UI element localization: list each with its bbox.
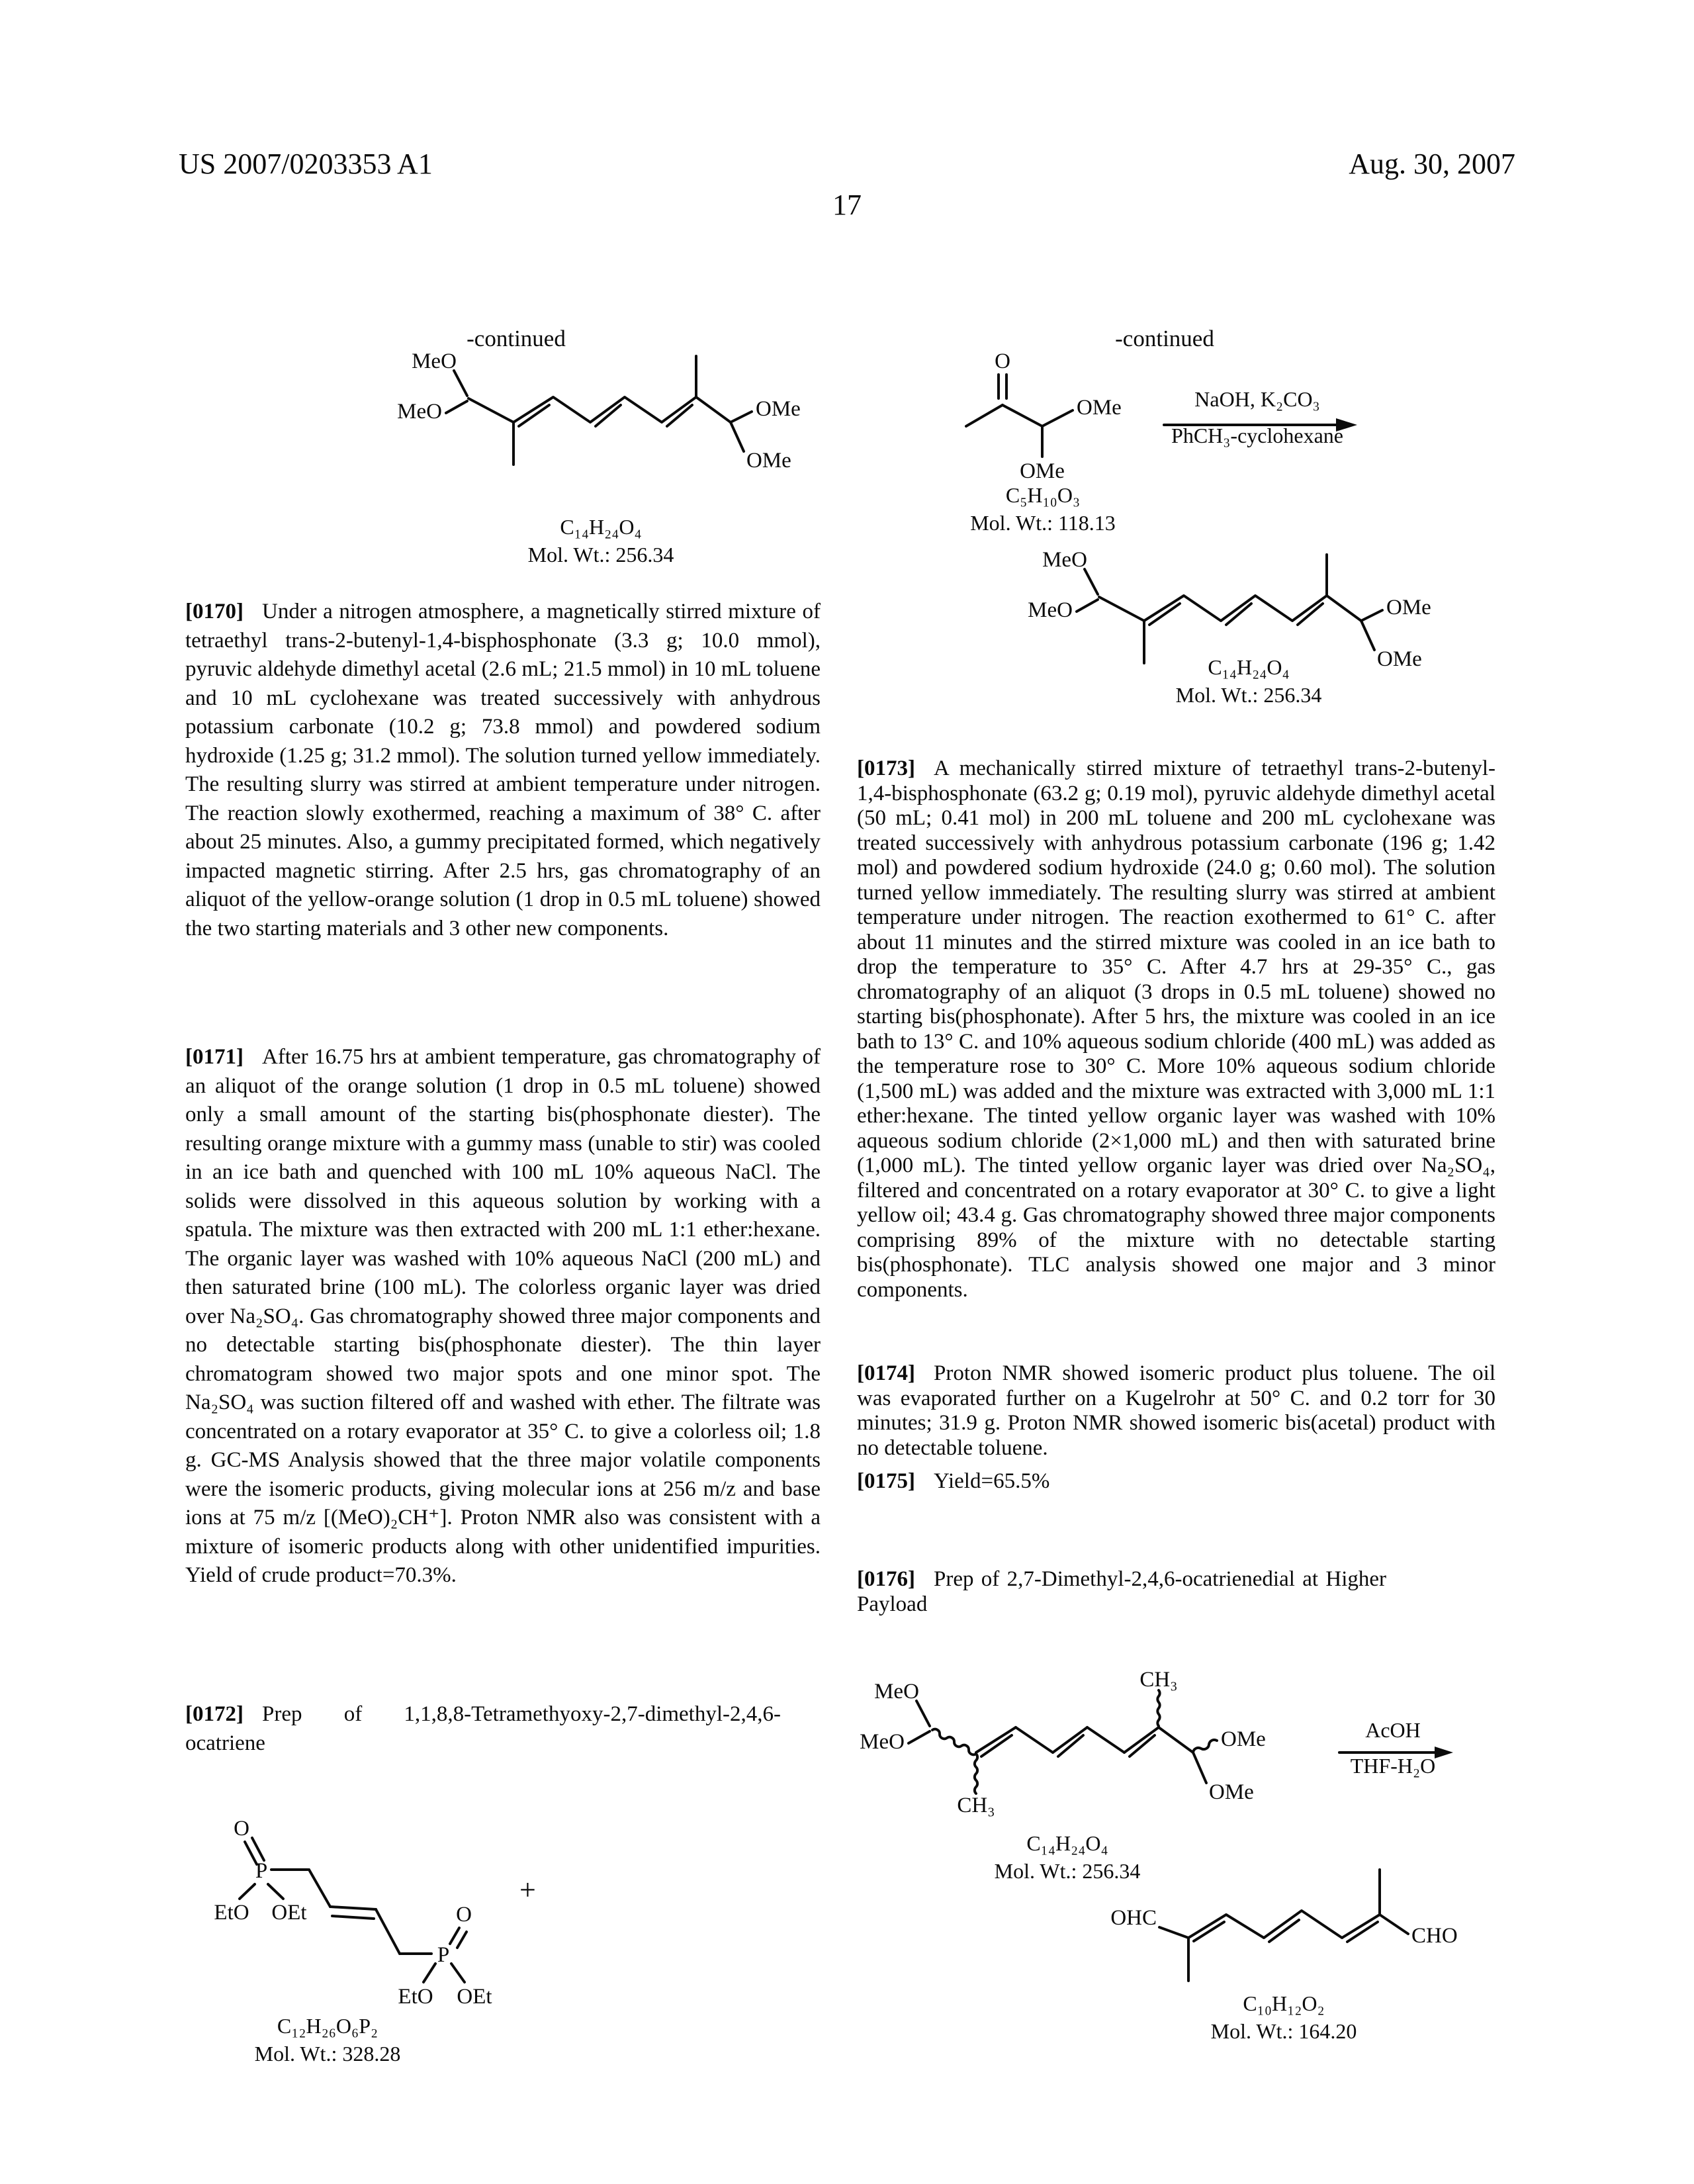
paragraph-text: After 16.75 hrs at ambient temperature, gas chromatography of an aliquot of the orange solution (1 drop in 0.5 mL toluene) showed only a small amount of the starting bis(phosphonate diester). The resulting orange mixture with a gummy mass (unable to stir) was cooled in an ice bath and quenched with 100 mL 10% aqueous NaCl. The solids were dissolved in this aqueous solution by working with a spatula. The mixture was then extracted with 200 mL 1:1 ether:hexane. The organic layer was washed with 10% aqueous NaCl (200 mL) and then saturated brine (100 mL). The colorless organic layer was dried over Na₂SO₄. Gas chromatography showed three major components and no detectable starting bis(phosphonate diester). The thin layer chromatogram showed two major spots and one minor spot. The Na₂SO₄ was suction filtered off and washed with ether. The filtrate was concentrated on a rotary evaporator at 35° C. to give a colorless oil; 1.8 g. GC-MS Analysis showed that the three major volatile components were the isomeric products, giving molecular ions at 256 m/z and base ions at 75 m/z [(MeO)₂CH⁺]. Proton NMR also was consistent with a mixture of isomeric products along with other unidentified impurities. Yield of crude product=70.3%.	[185, 1045, 821, 1587]
structure-bisphosphonate	[199, 1810, 569, 2009]
publication-date: Aug. 30, 2007	[1349, 148, 1515, 180]
paragraph-0171	[185, 1043, 821, 1590]
paragraph-tag: [0170]	[185, 600, 244, 623]
paragraph-text: Prep of 2,7-Dimethyl-2,4,6-ocatrienedial at Higher Payload	[857, 1567, 1386, 1616]
structure-tetramethoxy-octatriene	[397, 349, 807, 482]
atom-label-ome-right: OMe	[1077, 396, 1122, 420]
atom-label-ome-lower: OMe	[1209, 1780, 1254, 1804]
molecular-formula: C₁₄H₂₄O₄	[560, 515, 642, 539]
atom-label-ch3-bottom: CH₃	[957, 1794, 995, 1817]
atom-label-meo-top: MeO	[412, 349, 457, 373]
structure-pyruvaldehyde-dimethyl-acetal	[932, 345, 1137, 484]
paragraph-text: Proton NMR showed isomeric product plus toluene. The oil was evaporated further on a Kugelrohr at 50° C. and 0.2 torr for 30 minutes; 31.9 g. Proton NMR showed isomeric bis(acetal) product with no detectable toluene.	[857, 1361, 1495, 1460]
formula-block	[1085, 1989, 1482, 2045]
formula-block	[1044, 653, 1454, 709]
atom-label-eto1: EtO	[214, 1901, 249, 1925]
molecular-weight: Mol. Wt.: 256.34	[1175, 683, 1322, 707]
paragraph-text: Under a nitrogen atmosphere, a magnetically stirred mixture of tetraethyl trans-2-butenyl-1,4-bisphosphonate (3.3 g; 10.0 mmol), pyruvic aldehyde dimethyl acetal (2.6 mL; 21.5 mmol) in 10 mL toluene and 10 mL cyclohexane was treated successively with anhydrous potassium carbonate (10.2 g; 73.8 mmol) and powdered sodium hydroxide (1.25 g; 31.2 mmol). The solution turned yellow immediately. The resulting slurry was stirred at ambient temperature under nitrogen. The reaction slowly exothermed, reaching a maximum of 38° C. after about 25 minutes. Also, a gummy precipitated formed, which negatively impacted magnetic stirring. After 2.5 hrs, gas chromatography of an aliquot of the yellow-orange solution (1 drop in 0.5 mL toluene) showed the two starting materials and 3 other new components.	[185, 600, 821, 940]
bond-skeleton	[909, 1690, 1217, 1794]
molecular-formula: C₅H₁₀O₃	[1005, 483, 1081, 507]
atom-label-eto2: EtO	[398, 1985, 433, 2009]
atom-label-ome-upper: OMe	[1221, 1727, 1266, 1751]
atom-label-meo-left: MeO	[1028, 598, 1073, 622]
molecular-formula: C₁₄H₂₄O₄	[1208, 655, 1290, 679]
atom-label-p1: P	[255, 1859, 268, 1883]
formula-block	[129, 2012, 526, 2068]
molecular-weight: Mol. Wt.: 256.34	[994, 1859, 1141, 1883]
atom-label-ome-upper: OMe	[1386, 596, 1431, 619]
atom-label-o1: O	[234, 1817, 249, 1841]
molecular-formula: C₁₂H₂₆O₆P₂	[277, 2014, 379, 2038]
atom-label-oet1: OEt	[271, 1901, 307, 1925]
paragraph-tag: [0175]	[857, 1469, 915, 1493]
atom-label-o2: O	[456, 1903, 472, 1927]
atom-label-meo-top: MeO	[1042, 548, 1087, 572]
paragraph-0170	[185, 598, 821, 943]
formula-block	[396, 513, 806, 569]
atom-label-oet2: OEt	[457, 1985, 492, 2009]
molecular-weight: Mol. Wt.: 256.34	[527, 543, 674, 567]
atom-label-meo-left: MeO	[397, 400, 442, 424]
page-number: 17	[832, 189, 862, 221]
continued-label-right: -continued	[1115, 326, 1214, 351]
molecular-formula: C₁₄H₂₄O₄	[1026, 1831, 1108, 1855]
reaction-conditions-above: NaOH, K₂CO₃	[1194, 387, 1320, 411]
paragraph-0172	[185, 1700, 781, 1758]
paragraph-text: Yield=65.5%	[933, 1469, 1050, 1493]
paragraph-text: A mechanically stirred mixture of tetraethyl trans-2-butenyl-1,4-bisphosphonate (63.2 g; 0.19 mol), pyruvic aldehyde dimethyl acetal (50 mL; 0.41 mol) in 200 mL toluene and 200 mL cyclohexane was treated successively with anhydrous potassium carbonate (196 g; 1.42 mol) and powdered sodium hydroxide (24.0 g; 0.60 mol). The solution turned yellow immediately. The resulting slurry was stirred at ambient temperature under nitrogen. The reaction exothermed to 61° C. after about 11 minutes and the stirred mixture was cooled in an ice bath to drop the temperature to 35° C. After 4.7 hrs at 29-35° C., gas chromatography of an aliquot (3 drops in 0.5 mL toluene) showed no starting bis(phosphonate). After 5 hrs, the mixture was cooled in an ice bath to 13° C. and 10% aqueous sodium chloride (400 mL) was added as the temperature rose to 30° C. More 10% aqueous sodium chloride (1,500 mL) was added and the mixture was extracted with 3,000 mL 1:1 ether:hexane. The tinted yellow organic layer was washed with 10% aqueous sodium chloride (2×1,000 mL) and then with saturated brine (1,000 mL). The tinted yellow organic layer was dried over Na₂SO₄, filtered and concentrated on a rotary evaporator at 30° C. to give a light yellow oil; 43.4 g. Gas chromatography showed three major components comprising 89% of the mixture with no detectable starting bis(phosphonate). TLC analysis showed one major and 3 minor components.	[857, 756, 1495, 1302]
bond-skeleton	[1077, 555, 1382, 663]
reaction-solvent-below: PhCH₃-cyclohexane	[1171, 424, 1343, 447]
continued-label-left: -continued	[467, 326, 566, 351]
bond-skeleton	[446, 356, 752, 465]
plus-sign: +	[519, 1874, 536, 1906]
atom-label-ohc: OHC	[1110, 1906, 1157, 1930]
atom-label-ome-lower: OMe	[746, 449, 791, 473]
structure-tetramethoxy-octatriene-wavy	[860, 1660, 1270, 1819]
paragraph-0175	[857, 1469, 1495, 1494]
reaction-conditions-above: AcOH	[1365, 1718, 1421, 1742]
atom-label-ome-bottom: OMe	[1020, 459, 1065, 483]
molecular-weight: Mol. Wt.: 164.20	[1210, 2019, 1357, 2043]
atom-label-meo-top: MeO	[874, 1680, 919, 1704]
atom-label-ome-lower: OMe	[1377, 647, 1422, 671]
bond-skeleton	[966, 375, 1073, 457]
atom-label-meo-left: MeO	[860, 1730, 905, 1754]
paragraph-0174	[857, 1361, 1495, 1461]
molecular-weight: Mol. Wt.: 328.28	[254, 2042, 401, 2066]
paragraph-tag: [0172]	[185, 1702, 244, 1726]
atom-label-p2: P	[437, 1943, 450, 1967]
atom-label-o: O	[995, 349, 1010, 373]
paragraph-tag: [0176]	[857, 1567, 915, 1591]
molecular-weight: Mol. Wt.: 118.13	[970, 511, 1116, 535]
atom-label-ch3-top: CH₃	[1139, 1668, 1178, 1692]
formula-block	[838, 481, 1248, 537]
paragraph-tag: [0174]	[857, 1361, 915, 1385]
paragraph-text: Prep of 1,1,8,8-Tetramethyoxy-2,7-dimethyl-2,4,6-ocatriene	[185, 1702, 781, 1755]
publication-number: US 2007/0203353 A1	[179, 148, 433, 180]
atom-label-ome-upper: OMe	[756, 397, 801, 421]
paragraph-tag: [0173]	[857, 756, 915, 780]
molecular-formula: C₁₀H₁₂O₂	[1243, 1991, 1325, 2015]
bond-skeleton	[1159, 1870, 1408, 1981]
paragraph-0176	[857, 1567, 1386, 1617]
reaction-solvent-below: THF-H₂O	[1350, 1754, 1436, 1778]
paragraph-tag: [0171]	[185, 1045, 244, 1069]
atom-label-cho: CHO	[1411, 1924, 1458, 1948]
paragraph-0173	[857, 756, 1495, 1302]
